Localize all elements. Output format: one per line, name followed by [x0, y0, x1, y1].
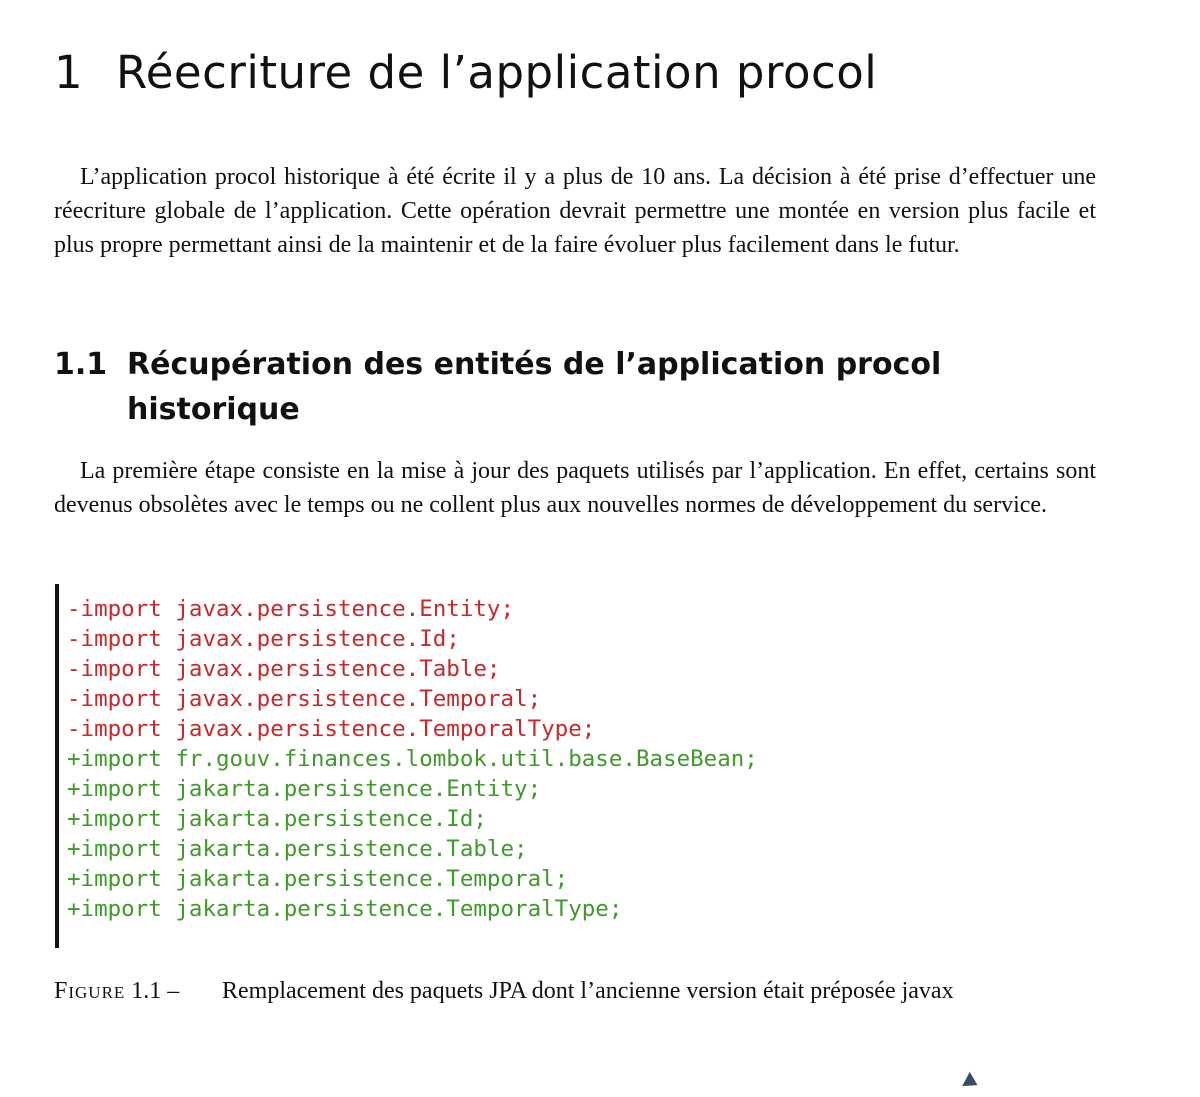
code-line-removed: -import javax.persistence.Temporal; — [67, 686, 542, 712]
section-title: Récupération des entités de l’application procol historique — [127, 347, 942, 427]
figure-label-word: Figure — [54, 978, 126, 1004]
figure-label — [54, 974, 179, 1008]
code-line-added: +import jakarta.persistence.Entity; — [67, 776, 542, 802]
chapter-title: Réecriture de l’application procol — [116, 46, 878, 99]
code-line-added: +import jakarta.persistence.TemporalType; — [67, 896, 623, 922]
chapter-number: 1 — [54, 46, 84, 99]
code-line-added: +import fr.gouv.finances.lombok.util.base.BaseBean; — [67, 746, 758, 772]
code-line-removed: -import javax.persistence.Id; — [67, 626, 460, 652]
figure-caption — [54, 974, 1096, 1008]
mouse-pointer-icon — [962, 1072, 981, 1092]
code-line-added: +import jakarta.persistence.Table; — [67, 836, 528, 862]
section-paragraph: La première étape consiste en la mise à jour des paquets utilisés par l’application. En effet, certains sont devenus obsolètes avec le temps ou ne collent plus aux nouvelles normes de développement du service. — [54, 458, 1096, 518]
code-line-removed: -import javax.persistence.TemporalType; — [67, 716, 596, 742]
code-line-removed: -import javax.persistence.Table; — [67, 656, 501, 682]
figure-separator: – — [167, 978, 180, 1004]
figure-caption-text: Remplacement des paquets JPA dont l’ancienne version était préposée javax — [222, 978, 954, 1004]
intro-paragraph: L’application procol historique à été écrite il y a plus de 10 ans. La décision à été prise d’effectuer une réecriture globale de l’application. Cette opération devrait permettre une montée en version plus facile et plus propre permettant ainsi de la maintenir et de la faire évoluer plus facilement dans le futur. — [54, 164, 1096, 258]
section-heading — [54, 342, 987, 432]
code-line-added: +import jakarta.persistence.Temporal; — [67, 866, 569, 892]
code-diff-block — [55, 584, 839, 948]
code-line-added: +import jakarta.persistence.Id; — [67, 806, 487, 832]
figure-number: 1.1 — [131, 978, 162, 1004]
section-number: 1.1 — [54, 347, 108, 382]
code-line-removed: -import javax.persistence.Entity; — [67, 596, 515, 622]
chapter-heading — [54, 46, 877, 99]
